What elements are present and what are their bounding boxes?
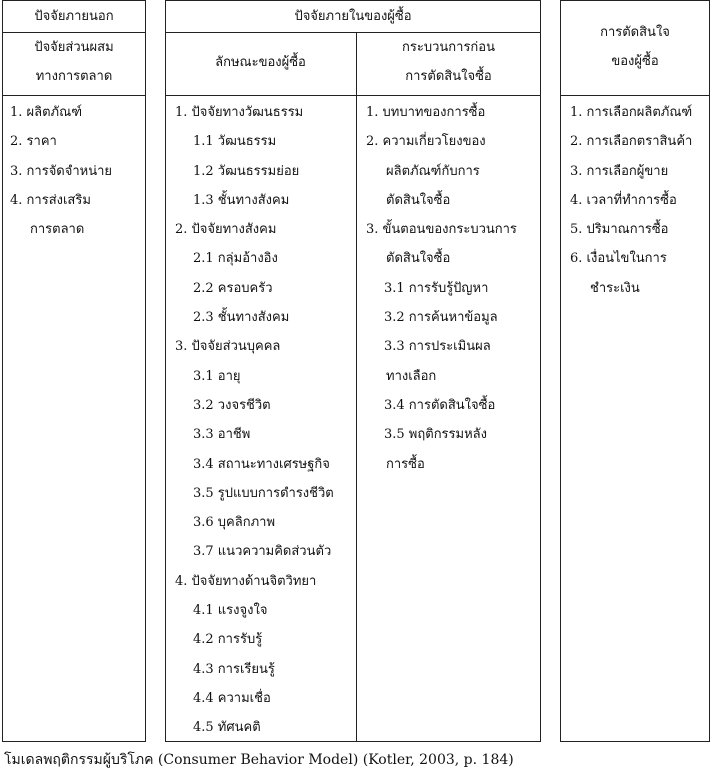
list-item: 3. ขั้นตอนของกระบวนการ: [366, 222, 517, 238]
list-item: 1.2 วัฒนธรรมย่อย: [193, 163, 300, 179]
list-item: 3.1 การรับรู้ปัญหา: [384, 280, 489, 296]
list-item: 4. ปัจจัยทางด้านจิตวิทยา: [175, 573, 317, 589]
list-item: 1. ผลิตภัณฑ์: [10, 105, 82, 120]
list-item: 3.6 บุคลิกภาพ: [193, 515, 276, 531]
external-title: ปัจจัยภายนอก: [34, 9, 114, 24]
process-title-line-1: กระบวนการก่อน: [402, 40, 495, 55]
figure-caption: โมเดลพฤติกรรมผู้บริโภค (Consumer Behavior Model) (Kotler, 2003, p. 184): [4, 752, 514, 768]
list-item: 2.2 ครอบครัว: [193, 280, 273, 296]
list-item: 2.1 กลุ่มอ้างอิง: [193, 251, 278, 267]
list-item: 1. บทบาทของการซื้อ: [366, 105, 486, 120]
list-item: 1. การเลือกผลิตภัณฑ์: [570, 105, 693, 120]
decision-title-line-2: ของผู้ซื้อ: [611, 54, 659, 69]
list-item: 5. ปริมาณการซื้อ: [570, 222, 669, 238]
list-item: ผลิตภัณฑ์กับการ: [386, 163, 480, 179]
internal-title: ปัจจัยภายในของผู้ซื้อ: [294, 9, 412, 24]
external-factors-list: [2, 98, 146, 244]
list-item: ตัดสินใจซื้อ: [386, 251, 451, 267]
list-item: ชำระเงิน: [590, 280, 640, 296]
list-item: 3.2 วงจรชีวิต: [193, 397, 271, 413]
list-item: 3.4 สถานะทางเศรษฐกิจ: [193, 456, 330, 472]
list-item: 1. ปัจจัยทางวัฒนธรรม: [175, 105, 304, 120]
list-item: 4.3 การเรียนรู้: [193, 661, 275, 677]
list-item: 2.3 ชั้นทางสังคม: [193, 310, 290, 326]
external-subtitle-line-1: ปัจจัยส่วนผสม: [34, 40, 114, 55]
list-item: 3.7 แนวความคิดส่วนตัว: [193, 544, 332, 560]
buyer-decision-list: [562, 98, 710, 303]
list-item: 2. ปัจจัยทางสังคม: [175, 222, 277, 238]
list-item: 3.5 รูปแบบการดำรงชีวิต: [193, 485, 334, 501]
list-item: 3.3 การประเมินผล: [384, 339, 491, 355]
external-subtitle-line-2: ทางการตลาด: [35, 69, 113, 84]
list-item: การซื้อ: [386, 456, 425, 472]
list-item: 3.3 อาชีพ: [193, 427, 251, 443]
list-item: 4. เวลาที่ทำการซื้อ: [570, 192, 677, 208]
list-item: ทางเลือก: [386, 368, 437, 384]
list-item: 1.1 วัฒนธรรม: [193, 134, 277, 150]
list-item: 4.4 ความเชื่อ: [193, 690, 271, 706]
list-item: 2. ความเกี่ยวโยงของ: [366, 134, 486, 150]
process-title-line-2: การตัดสินใจซื้อ: [405, 69, 492, 84]
list-item: 3.1 อายุ: [193, 368, 241, 384]
list-item: 4.1 แรงจูงใจ: [193, 603, 268, 619]
list-item: 4.5 ทัศนคติ: [193, 720, 261, 736]
list-item: 3.4 การตัดสินใจซื้อ: [384, 397, 496, 413]
list-item: 6. เงื่อนไขในการ: [570, 251, 667, 267]
list-item: 4.2 การรับรู้: [193, 632, 263, 648]
list-item: 1.3 ชั้นทางสังคม: [193, 192, 290, 208]
list-item: 3. การเลือกผู้ขาย: [570, 163, 669, 179]
list-item: 2. ราคา: [10, 134, 57, 150]
list-item: 4. การส่งเสริม: [10, 192, 91, 208]
decision-title-line-1: การตัดสินใจ: [600, 25, 670, 40]
external-header-divider: [2, 95, 146, 96]
buyer-traits-list: [167, 98, 356, 743]
list-item: 3.5 พฤติกรรมหลัง: [384, 427, 487, 443]
pre-purchase-process-list: [358, 98, 541, 479]
buyer-traits-title: ลักษณะของผู้ซื้อ: [215, 55, 306, 70]
list-item: ตัดสินใจซื้อ: [386, 192, 451, 208]
list-item: 2. การเลือกตราสินค้า: [570, 134, 693, 150]
decision-header-divider: [560, 95, 710, 96]
internal-column-divider: [356, 32, 357, 742]
list-item: 3. ปัจจัยส่วนบุคคล: [175, 339, 281, 355]
list-item: 3. การจัดจำหน่าย: [10, 163, 113, 179]
list-item: การตลาด: [30, 222, 85, 238]
list-item: 3.2 การค้นหาข้อมูล: [384, 310, 498, 326]
internal-header-divider: [165, 95, 541, 96]
